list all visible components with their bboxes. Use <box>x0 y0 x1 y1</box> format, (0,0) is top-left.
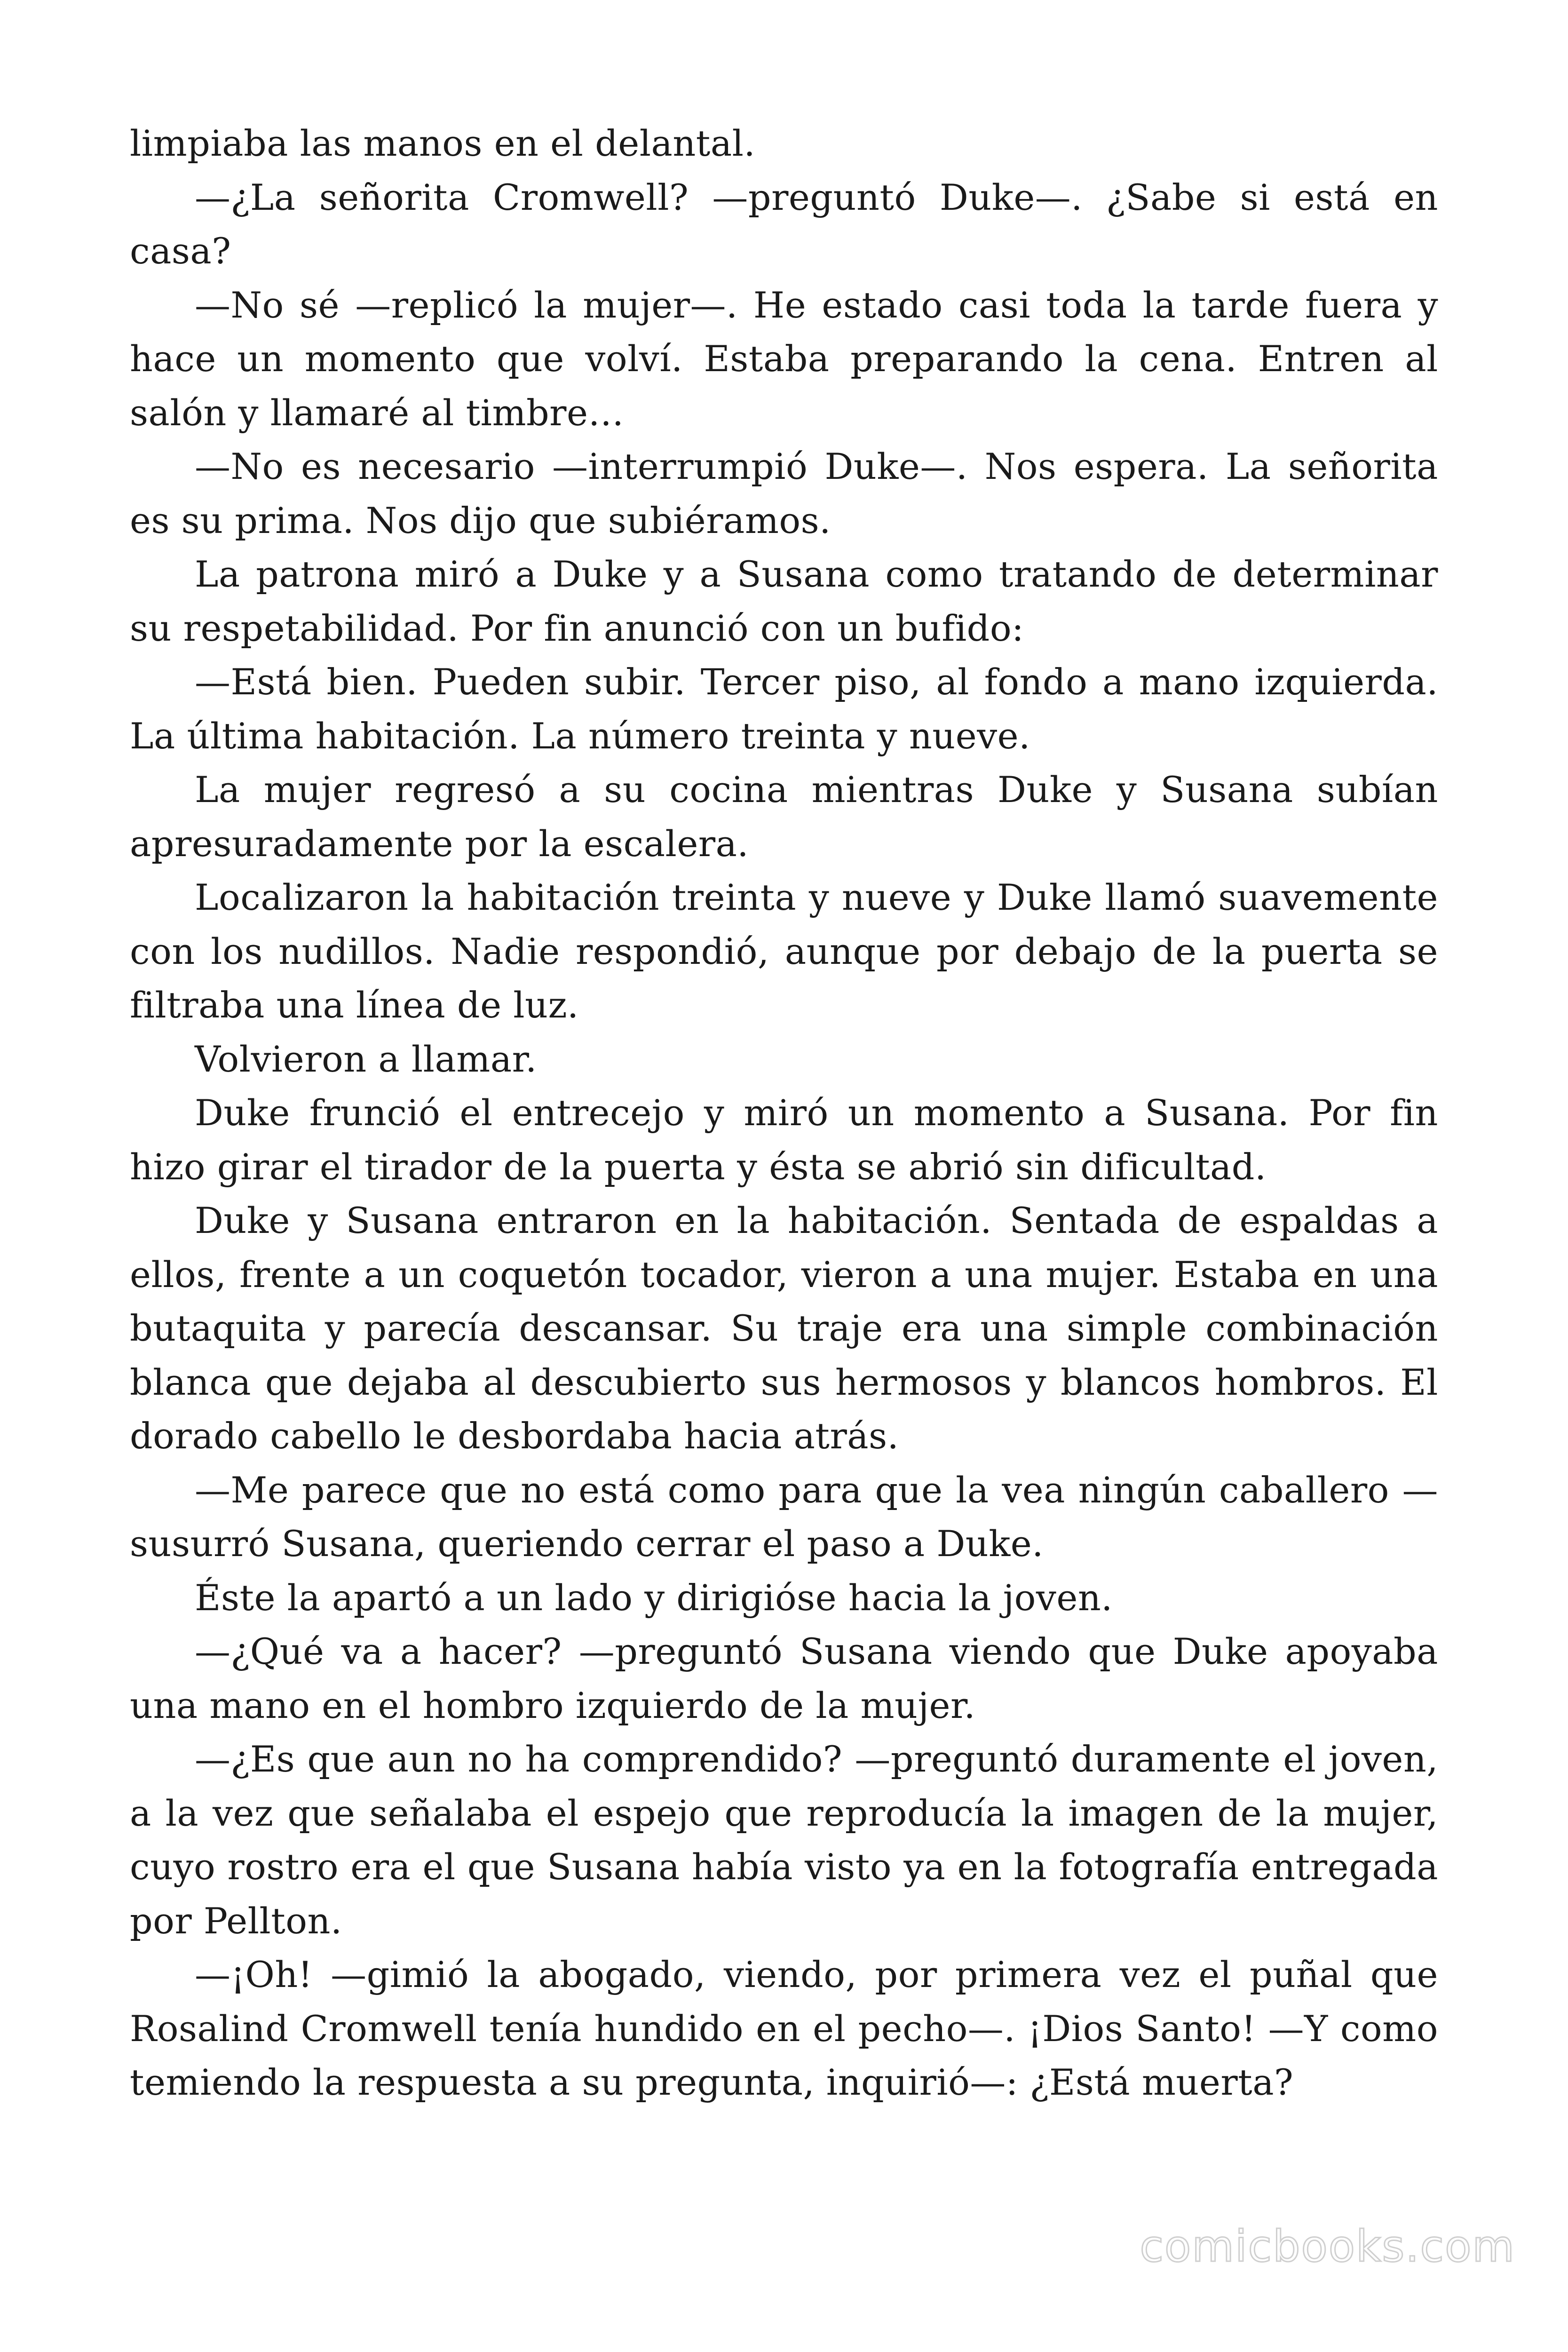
paragraph: —Está bien. Pueden subir. Tercer piso, al fondo a mano izquierda. La última habitación. La número treinta y nueve. <box>130 661 1438 757</box>
paragraph: La mujer regresó a su cocina mientras Duke y Susana subían apresuradamente por la escalera. <box>130 769 1438 865</box>
paragraph: —No es necesario —interrumpió Duke—. Nos espera. La señorita es su prima. Nos dijo que subiéramos. <box>130 445 1438 541</box>
paragraph: Localizaron la habitación treinta y nueve y Duke llamó suavemente con los nudillos. Nadie respondió, aunque por debajo de la puerta se filtraba una línea de luz. <box>130 876 1438 1026</box>
paragraph: —¿Es que aun no ha comprendido? —preguntó duramente el joven, a la vez que señalaba el espejo que reproducía la imagen de la mujer, cuyo rostro era el que Susana había visto ya en la fotografía entregada por Pellton. <box>130 1738 1438 1942</box>
paragraph: —¡Oh! —gimió la abogado, viendo, por primera vez el puñal que Rosalind Cromwell tenía hundido en el pecho—. ¡Dios Santo! —Y como temiendo la respuesta a su pregunta, inquirió—: ¿Está muerta? <box>130 1954 1438 2103</box>
body-text <box>130 117 1438 2110</box>
paragraph: Duke y Susana entraron en la habitación. Sentada de espaldas a ellos, frente a un coquetón tocador, vieron a una mujer. Estaba en una butaquita y parecía descansar. Su traje era una simple combinación blanca que dejaba al descubierto sus hermosos y blancos hombros. El dorado cabello le desbordaba hacia atrás. <box>130 1200 1438 1457</box>
paragraph: —¿Qué va a hacer? —preguntó Susana viendo que Duke apoyaba una mano en el hombro izquierdo de la mujer. <box>130 1630 1438 1726</box>
paragraph: Volvieron a llamar. <box>195 1038 537 1080</box>
paragraph: limpiaba las manos en el delantal. <box>130 122 756 164</box>
watermark: comicbooks.com <box>1140 2221 1515 2272</box>
paragraph: —No sé —replicó la mujer—. He estado casi toda la tarde fuera y hace un momento que volví. Estaba preparando la cena. Entren al salón y llamaré al timbre… <box>130 284 1438 434</box>
paragraph: Éste la apartó a un lado y dirigióse hacia la joven. <box>195 1576 1113 1619</box>
paragraph: Duke frunció el entrecejo y miró un momento a Susana. Por fin hizo girar el tirador de la puerta y ésta se abrió sin dificultad. <box>130 1092 1438 1188</box>
paragraph: La patrona miró a Duke y a Susana como tratando de determinar su respetabilidad. Por fin anunció con un bufido: <box>130 553 1438 649</box>
paragraph: —Me parece que no está como para que la vea ningún caballero —susurró Susana, queriendo cerrar el paso a Duke. <box>130 1469 1438 1565</box>
paragraph: —¿La señorita Cromwell? —preguntó Duke—. ¿Sabe si está en casa? <box>130 176 1438 272</box>
